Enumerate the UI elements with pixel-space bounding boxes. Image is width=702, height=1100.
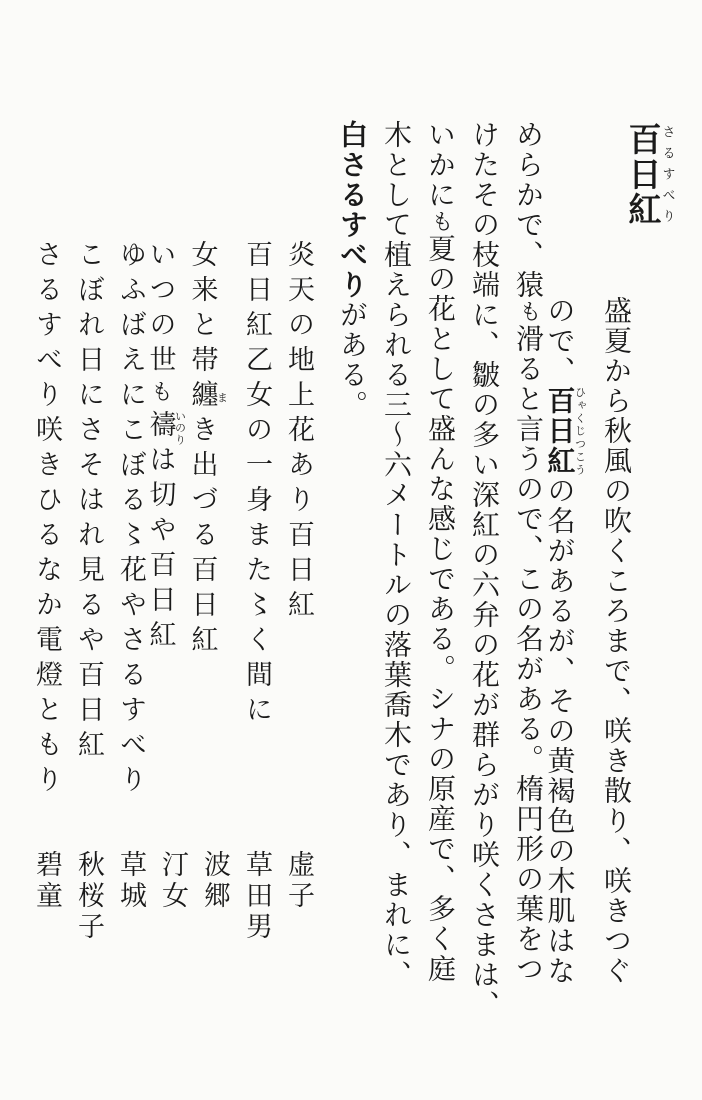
prose-line-7: 白さるすべりがある。 (336, 120, 369, 420)
haiku-3-author: 波郷 (199, 850, 230, 912)
haiku-5-author: 草城 (115, 850, 146, 912)
haiku-2-author: 草田男 (241, 850, 272, 943)
haiku-3: 女来と帯纏まき出づる百日紅 (186, 240, 229, 660)
prose-line-5: いかにも夏の花として盛んな感じである。シナの原産で、多く庭 (424, 120, 457, 984)
heading-title: 百日紅 (623, 122, 663, 227)
haiku-1: 炎天の地上花あり百日紅 (283, 240, 314, 625)
haiku-5: ゆふばえにこぼる〻花やさるすべり (115, 240, 146, 800)
bold-term-hyakujitsukou: 百日紅 (543, 386, 577, 476)
prose-line-1: 盛夏から秋風の吹くころまで、咲き散り、咲きつぐ (600, 296, 633, 986)
haiku-7: さるすべり咲きひるなか電燈ともり (31, 240, 62, 800)
section-heading (623, 122, 675, 227)
prose-line-6: 木として植えられる三〜六メートルの落葉喬木であり、まれに、 (380, 120, 413, 990)
haiku-6: こぼれ日にさそはれ見るや百日紅 (73, 240, 104, 765)
prose-line-2: ので、百日紅ひゃくじつこうの名があるが、その黄褐色の木肌はな (543, 296, 587, 986)
haiku-4: いつの世も禱いのりは切や百日紅 (144, 240, 187, 655)
bold-term-shirosarusuberi: 白さるすべり (336, 120, 369, 300)
prose-line-4: けたその枝端に、皺の多い深紅の六弁の花が群らがり咲くさまは、 (468, 120, 501, 1020)
haiku-1-author: 虚子 (283, 850, 314, 912)
haiku-4-author: 汀女 (157, 850, 188, 912)
heading-ruby: さるすべり (659, 122, 675, 227)
haiku-2: 百日紅乙女の一身また〻く間に (241, 240, 272, 730)
haiku-7-author: 碧童 (31, 850, 62, 912)
prose-line-3: めらかで、猿も滑ると言うので、この名がある。楕円形の葉をつ (512, 120, 545, 984)
haiku-6-author: 秋桜子 (73, 850, 104, 943)
